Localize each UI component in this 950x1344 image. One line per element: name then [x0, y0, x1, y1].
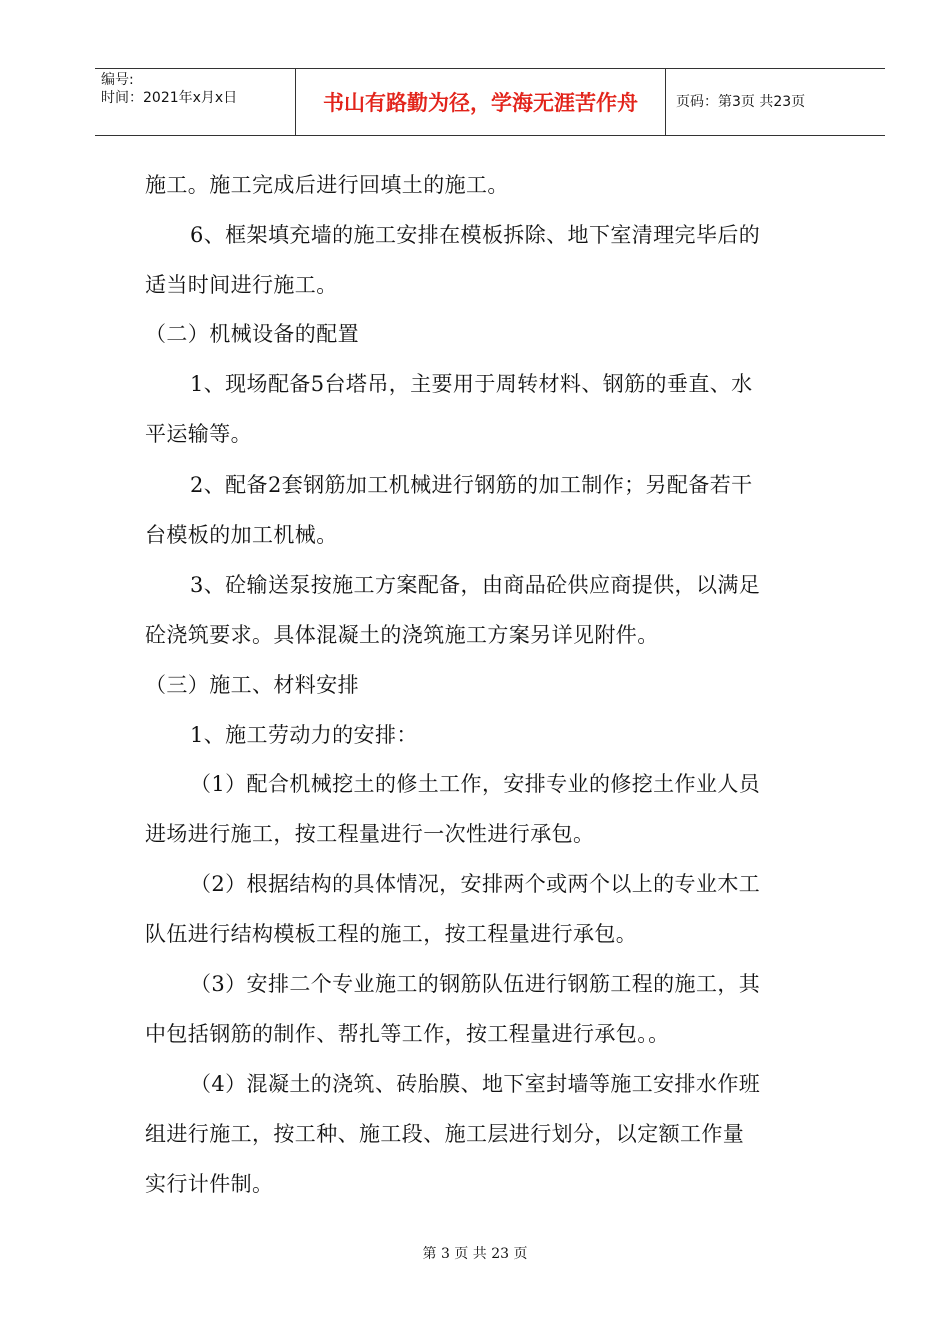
body-line: 1、施工劳动力的安排：: [190, 723, 418, 747]
body-line: 砼浇筑要求。具体混凝土的浇筑施工方案另详见附件。: [145, 623, 659, 647]
body-line: 组进行施工，按工种、施工段、施工层进行划分，以定额工作量: [145, 1122, 745, 1146]
header-motto-cell: [296, 69, 666, 135]
body-line: 适当时间进行施工。: [145, 273, 338, 297]
body-line: 6、框架填充墙的施工安排在模板拆除、地下室清理完毕后的: [190, 223, 761, 247]
header-motto: 书山有路勤为径，学海无涯苦作舟: [323, 91, 638, 115]
body-line: （4）混凝土的浇筑、砖胎膜、地下室封墙等施工安排水作班: [190, 1072, 761, 1096]
body-line: 队伍进行结构模板工程的施工，按工程量进行承包。: [145, 922, 638, 946]
document-time-label: 时间：2021年x月x日: [101, 90, 238, 106]
body-line: 2、配备2套钢筋加工机械进行钢筋的加工制作；另配备若干: [190, 473, 753, 497]
document-number-label: 编号:: [101, 72, 134, 88]
section-heading: （三）施工、材料安排: [145, 673, 359, 697]
body-line: （3）安排二个专业施工的钢筋队伍进行钢筋工程的施工，其: [190, 972, 761, 996]
body-line: 实行计件制。: [145, 1172, 274, 1196]
section-heading: （二）机械设备的配置: [145, 322, 359, 346]
body-line: 施工。施工完成后进行回填土的施工。: [145, 173, 509, 197]
header-page-info: 页码：第3页 共23页: [676, 94, 806, 110]
body-line: （2）根据结构的具体情况，安排两个或两个以上的专业木工: [190, 872, 761, 896]
header-page-cell: [666, 69, 885, 135]
body-line: 台模板的加工机械。: [145, 523, 338, 547]
body-line: 3、砼输送泵按施工方案配备，由商品砼供应商提供，以满足: [190, 573, 761, 597]
header-meta-cell: [95, 69, 296, 135]
body-line: 1、现场配备5台塔吊，主要用于周转材料、钢筋的垂直、水: [190, 372, 753, 396]
body-line: 平运输等。: [145, 422, 252, 446]
body-line: 进场进行施工，按工程量进行一次性进行承包。: [145, 822, 595, 846]
body-line: 中包括钢筋的制作、帮扎等工作，按工程量进行承包。。: [145, 1022, 670, 1046]
page-header: [95, 68, 885, 136]
body-line: （1）配合机械挖土的修土工作，安排专业的修挖土作业人员: [190, 772, 761, 796]
page-footer-number: 第 3 页 共 23 页: [422, 1246, 528, 1262]
